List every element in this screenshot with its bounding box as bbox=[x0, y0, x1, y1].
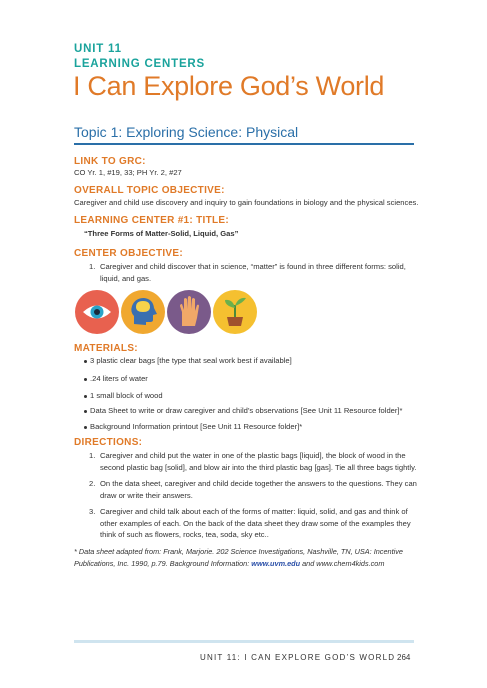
item-number: 2. bbox=[89, 479, 96, 488]
item-line: think of such as flowers, rocks, tea, soda, sky etc.. bbox=[100, 530, 269, 539]
learning-center-heading: LEARNING CENTER #1: TITLE: bbox=[74, 215, 230, 226]
unit-label: UNIT 11 bbox=[74, 43, 122, 55]
item-number: 1. bbox=[89, 262, 96, 271]
brain-head-icon bbox=[121, 290, 165, 334]
footnote bbox=[74, 546, 419, 570]
link-grc-text: CO Yr. 1, #19, 33; PH Yr. 2, #27 bbox=[74, 168, 182, 177]
footnote-text: * Data sheet adapted from: Frank, Marjorie. 202 Science Investigations, Nashville, TN, USA: Incentive Publications, Inc. 1990, p.79. Background Information: bbox=[74, 547, 403, 568]
item-line: Caregiver and child put the water in one of the plastic bags [liquid], the block of wood in the bbox=[100, 451, 406, 460]
item-line: second plastic bag [solid], and blow air into the third plastic bag [gas]. Tie all three bags tightly. bbox=[100, 462, 417, 472]
section-label: LEARNING CENTERS bbox=[74, 58, 206, 70]
item-number: 1. bbox=[89, 451, 96, 460]
objective-text: Caregiver and child use discovery and inquiry to gain foundations in biology and the physical sciences. bbox=[74, 198, 419, 207]
topic-divider bbox=[74, 143, 414, 145]
learning-center-title: “Three Forms of Matter-Solid, Liquid, Gas” bbox=[84, 229, 239, 238]
chem4kids-link[interactable]: www.chem4kids.com bbox=[316, 559, 385, 568]
materials-heading: MATERIALS: bbox=[74, 343, 138, 354]
footer-divider bbox=[74, 640, 414, 643]
directions-heading: DIRECTIONS: bbox=[74, 437, 143, 448]
item-line: Caregiver and child talk about each of the forms of matter: liquid, solid, and gas and think of bbox=[100, 507, 408, 516]
item-line: Caregiver and child discover that in science, “matter” is found in three different forms: solid, bbox=[100, 262, 406, 271]
materials-item: 3 plastic clear bags [the type that seal work best if available] bbox=[90, 356, 292, 365]
page-number: 264 bbox=[397, 653, 411, 662]
page-title: I Can Explore God’s World bbox=[73, 71, 385, 101]
item-number: 3. bbox=[89, 507, 96, 516]
footer-unit-text: UNIT 11: I CAN EXPLORE GOD’S WORLD bbox=[200, 653, 396, 662]
direction-item bbox=[89, 478, 419, 502]
objective-heading: OVERALL TOPIC OBJECTIVE: bbox=[74, 185, 225, 196]
hand-icon bbox=[167, 290, 211, 334]
item-line: On the data sheet, caregiver and child decide together the answers to the questions. They can bbox=[100, 479, 417, 488]
eye-icon bbox=[75, 290, 119, 334]
link-grc-heading: LINK TO GRC: bbox=[74, 156, 146, 167]
item-line: draw or write their answers. bbox=[100, 490, 193, 500]
topic-title: Topic 1: Exploring Science: Physical bbox=[74, 124, 299, 140]
item-line: liquid, and gas. bbox=[100, 273, 152, 283]
direction-item bbox=[89, 506, 419, 542]
materials-item: Data Sheet to write or draw caregiver and child’s observations [See Unit 11 Resource folder]* bbox=[90, 406, 403, 415]
center-objective-heading: CENTER OBJECTIVE: bbox=[74, 248, 184, 259]
footnote-and: and bbox=[300, 559, 317, 568]
item-line: other examples of each. On the back of the data sheet they draw some of the examples they bbox=[100, 518, 411, 528]
materials-item: Background Information printout [See Unit 11 Resource folder]* bbox=[90, 422, 303, 431]
materials-item: 1 small block of wood bbox=[90, 391, 163, 400]
direction-item bbox=[89, 450, 419, 474]
plant-icon bbox=[213, 290, 257, 334]
materials-item: .24 liters of water bbox=[90, 374, 148, 383]
uvm-link[interactable]: www.uvm.edu bbox=[251, 559, 301, 568]
center-objective-item bbox=[89, 261, 419, 285]
